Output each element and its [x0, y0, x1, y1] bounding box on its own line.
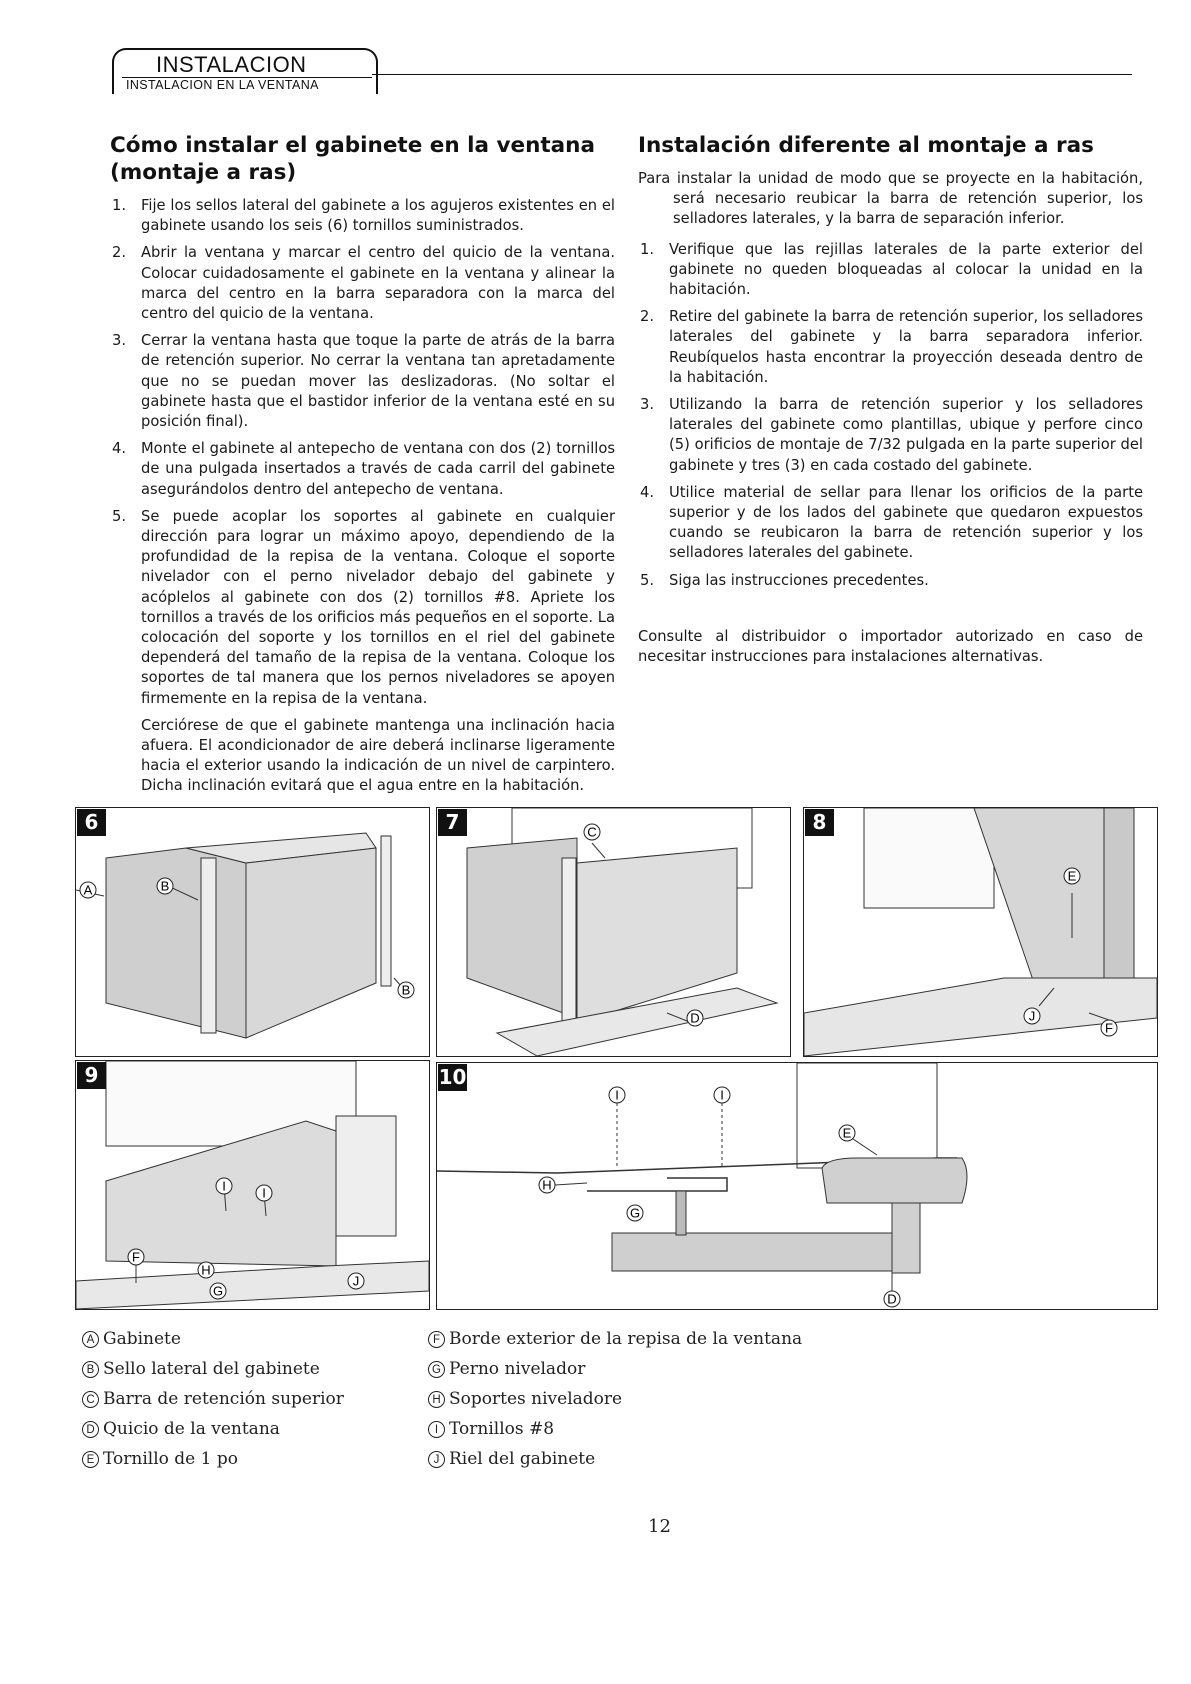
callout-letter: E [842, 1125, 852, 1141]
figure-number: 7 [438, 809, 467, 836]
section-header [112, 48, 380, 94]
legend-item [428, 1384, 802, 1414]
callout-letter: I [615, 1087, 619, 1103]
step-text: Se puede acoplar los soportes al gabinete en cualquier dirección para lograr un máximo apoyo, dependiendo de la profundidad de la repisa de la ventana. Coloque el soporte nivelador con el perno nivelador debajo del gabinete y acóplelos al gabinete con dos (2) tornillos #8. Apriete los tornillos a través de los orificios más pequeños en el soporte. La colocación del soporte y los tornillos en el riel del gabinete dependerá del tamaño de la repisa de la ventana. Coloque los soportes de tal manera que los pernos niveladores se apoyen firmemente en la repisa de la ventana. [141, 507, 615, 707]
list-item [110, 439, 615, 500]
leveling-bracket [587, 1178, 727, 1191]
legend-label: Gabinete [103, 1329, 181, 1349]
figure-9-illustration [76, 1061, 429, 1309]
legend-letter: J [428, 1451, 445, 1468]
callout-letter: A [83, 882, 93, 898]
sill-ledge [612, 1233, 892, 1271]
cabinet-side [467, 838, 577, 1018]
legend-label: Quicio de la ventana [103, 1419, 280, 1439]
side-seal [201, 858, 216, 1033]
list-item [638, 395, 1143, 476]
legend-letter: C [82, 1391, 99, 1408]
legend-label: Tornillos #8 [449, 1419, 555, 1439]
figure-8-illustration [804, 808, 1157, 1056]
legend-letter: E [82, 1451, 99, 1468]
step-number: 2. [112, 244, 127, 262]
legend-letter: D [82, 1421, 99, 1438]
window-sill [822, 1158, 967, 1203]
left-heading-line2: (montaje a ras) [110, 160, 297, 185]
left-heading-line1: Cómo instalar el gabinete en la ventana [110, 133, 595, 158]
legend-letter: F [428, 1331, 445, 1348]
legend-right [428, 1324, 802, 1474]
legend-item [82, 1324, 344, 1354]
callout-letter: G [629, 1205, 641, 1221]
step-text: Verifique que las rejillas laterales de la parte exterior del gabinete no queden bloqueadas al colocar la unidad en la habitación. [669, 240, 1143, 299]
callout-letter: C [587, 824, 597, 840]
header-title: INSTALACION [156, 52, 307, 77]
legend-letter: B [82, 1361, 99, 1378]
callout-i [609, 1087, 625, 1103]
side-seal [381, 836, 391, 986]
figure-10-illustration [437, 1063, 1157, 1309]
figure-10 [436, 1062, 1158, 1310]
tilt-paragraph: Cerciórese de que el gabinete mantenga una inclinación hacia afuera. El acondicionador de aire deberá inclinarse ligeramente hacia el exterior usando la indicación de un nivel de carpintero. Dicha inclinación evitará que el agua entre en la habitación. [141, 716, 615, 795]
cabinet-front [246, 848, 376, 1038]
window-track [336, 1116, 396, 1236]
callout-d [687, 1010, 703, 1026]
legend-left [82, 1324, 344, 1474]
legend-label: Soportes niveladore [449, 1389, 623, 1409]
step-text: Fije los sellos lateral del gabinete a los agujeros existentes en el gabinete usando los seis (6) tornillos suministrados. [141, 197, 615, 235]
callout-i [256, 1185, 272, 1201]
cabinet-front [1104, 808, 1134, 998]
step-number: 3. [112, 332, 127, 350]
step-text: Abrir la ventana y marcar el centro del quicio de la ventana. Colocar cuidadosamente el gabinete en la ventana y alinear la marca del centro en la barra separadora con la marca del centro del quicio de la ventana. [141, 244, 615, 323]
side-seal [562, 858, 576, 1023]
legend-item [428, 1414, 802, 1444]
figure-number: 10 [438, 1065, 467, 1089]
leader-line [555, 1183, 587, 1185]
list-item [110, 507, 615, 709]
callout-g [627, 1205, 643, 1221]
left-steps-list [110, 196, 615, 709]
right-heading: Instalación diferente al montaje a ras [638, 133, 1094, 158]
callout-letter: G [212, 1283, 224, 1299]
figure-number: 6 [77, 809, 106, 836]
callout-letter: D [690, 1010, 700, 1026]
figure-number: 9 [77, 1062, 106, 1089]
step-number: 2. [640, 308, 655, 326]
legend-item [428, 1444, 802, 1474]
step-number: 4. [640, 483, 655, 501]
figure-6 [75, 807, 430, 1057]
legend-item [82, 1354, 344, 1384]
step-text: Siga las instrucciones precedentes. [669, 571, 929, 589]
callout-i [216, 1178, 232, 1194]
callout-letter: J [1028, 1008, 1036, 1024]
callout-letter: I [222, 1178, 226, 1194]
callout-b [157, 878, 173, 894]
legend-item [82, 1444, 344, 1474]
figure-7 [436, 807, 791, 1057]
list-item [110, 196, 615, 236]
legend-label: Borde exterior de la repisa de la ventana [449, 1329, 803, 1349]
callout-h [198, 1262, 214, 1278]
callout-letter: I [720, 1087, 724, 1103]
legend-letter: I [428, 1421, 445, 1438]
step-text: Cerrar la ventana hasta que toque la parte de atrás de la barra de retención superior. No cerrar la ventana tan apretadamente que no se puedan mover las deslizadoras. (No soltar el gabinete hasta que el bastidor inferior de la ventana esté en su posición final). [141, 332, 615, 431]
legend-label: Riel del gabinete [449, 1449, 596, 1469]
step-number: 5. [112, 507, 127, 525]
callout-j [1024, 1008, 1040, 1024]
callout-j [348, 1273, 364, 1289]
cabinet-side [106, 848, 246, 1038]
step-number: 3. [640, 396, 655, 414]
list-item [110, 243, 615, 324]
legend-item [428, 1354, 802, 1384]
step-number: 4. [112, 440, 127, 458]
step-text: Utilice material de sellar para llenar los orificios de la parte superior y de los lados del gabinete que quedaron expuestos cuando se reubicaron la barra de retención superior y los selladores laterales del gabinete. [669, 483, 1143, 562]
callout-letter: D [887, 1291, 897, 1307]
step-number: 1. [112, 197, 127, 214]
page-number: 12 [648, 1516, 671, 1537]
right-intro: Para instalar la unidad de modo que se proyecte en la habitación, será necesario reubicar la barra de retención superior, los selladores laterales, y la barra de separación inferior. [638, 170, 1143, 228]
sill-support [892, 1203, 920, 1273]
legend-letter: H [428, 1391, 445, 1408]
step-text: Utilizando la barra de retención superior y los selladores laterales del gabinete como plantillas, ubique y perfore cinco (5) orificios de montaje de 7/32 pulgada en la parte superior del gabinete y tres (3) en cada costado del gabinete. [669, 396, 1143, 474]
leveling-bolt [676, 1191, 686, 1235]
callout-b [398, 982, 414, 998]
callout-f [128, 1249, 144, 1265]
legend-label: Sello lateral del gabinete [103, 1359, 320, 1379]
callout-letter: B [160, 878, 170, 894]
callout-i [714, 1087, 730, 1103]
legend-item [428, 1324, 802, 1354]
header-rule [372, 74, 1132, 75]
figure-7-illustration [437, 808, 790, 1056]
window-sill [76, 1261, 429, 1309]
callout-letter: J [352, 1273, 360, 1289]
callout-h [539, 1177, 555, 1193]
callout-f [1101, 1020, 1117, 1036]
figure-6-illustration [76, 808, 429, 1056]
legend-label: Tornillo de 1 po [103, 1449, 238, 1469]
legend-label: Perno nivelador [449, 1359, 586, 1379]
window-pane [864, 808, 994, 908]
left-heading [110, 132, 615, 186]
left-column [110, 132, 615, 797]
callout-letter: B [401, 982, 411, 998]
list-item [638, 240, 1143, 301]
callout-letter: F [132, 1249, 140, 1265]
consult-paragraph: Consulte al distribuidor o importador autorizado en caso de necesitar instrucciones para instalaciones alternativas. [638, 627, 1143, 666]
header-subtitle: INSTALACION EN LA VENTANA [122, 77, 372, 93]
figure-8 [803, 807, 1158, 1057]
figure-number: 8 [805, 809, 834, 836]
callout-letter: H [542, 1177, 552, 1193]
legend-label: Barra de retención superior [103, 1389, 344, 1409]
right-column [638, 132, 1143, 667]
callout-d [884, 1291, 900, 1307]
callout-letter: H [201, 1262, 211, 1278]
legend-letter: A [82, 1331, 99, 1348]
legend-item [82, 1384, 344, 1414]
list-item [638, 307, 1143, 388]
callout-letter: I [262, 1185, 266, 1201]
list-item [110, 331, 615, 432]
list-item [638, 483, 1143, 564]
step-text: Monte el gabinete al antepecho de ventana con dos (2) tornillos de una pulgada insertados a través de cada carril del gabinete asegurándolos dentro del antepecho de ventana. [141, 440, 615, 498]
step-number: 1. [640, 240, 655, 258]
callout-a [80, 882, 96, 898]
callout-e [1064, 868, 1080, 884]
leader-line [592, 843, 605, 858]
list-item [638, 571, 1143, 591]
window-sill [804, 978, 1157, 1056]
callout-e [839, 1125, 855, 1141]
legend-letter: G [428, 1361, 445, 1378]
callout-letter: E [1067, 868, 1077, 884]
callout-g [210, 1283, 226, 1299]
cabinet-body [797, 1063, 937, 1168]
step-number: 5. [640, 571, 655, 589]
step-text: Retire del gabinete la barra de retención superior, los selladores laterales del gabinete y la barra separadora inferior. Reubíquelos hasta encontrar la proyección deseada dentro de la habitación. [669, 308, 1143, 386]
figure-9 [75, 1060, 430, 1310]
legend-item [82, 1414, 344, 1444]
callout-c [584, 824, 600, 840]
right-steps-list [638, 240, 1143, 591]
callout-letter: F [1105, 1020, 1113, 1036]
